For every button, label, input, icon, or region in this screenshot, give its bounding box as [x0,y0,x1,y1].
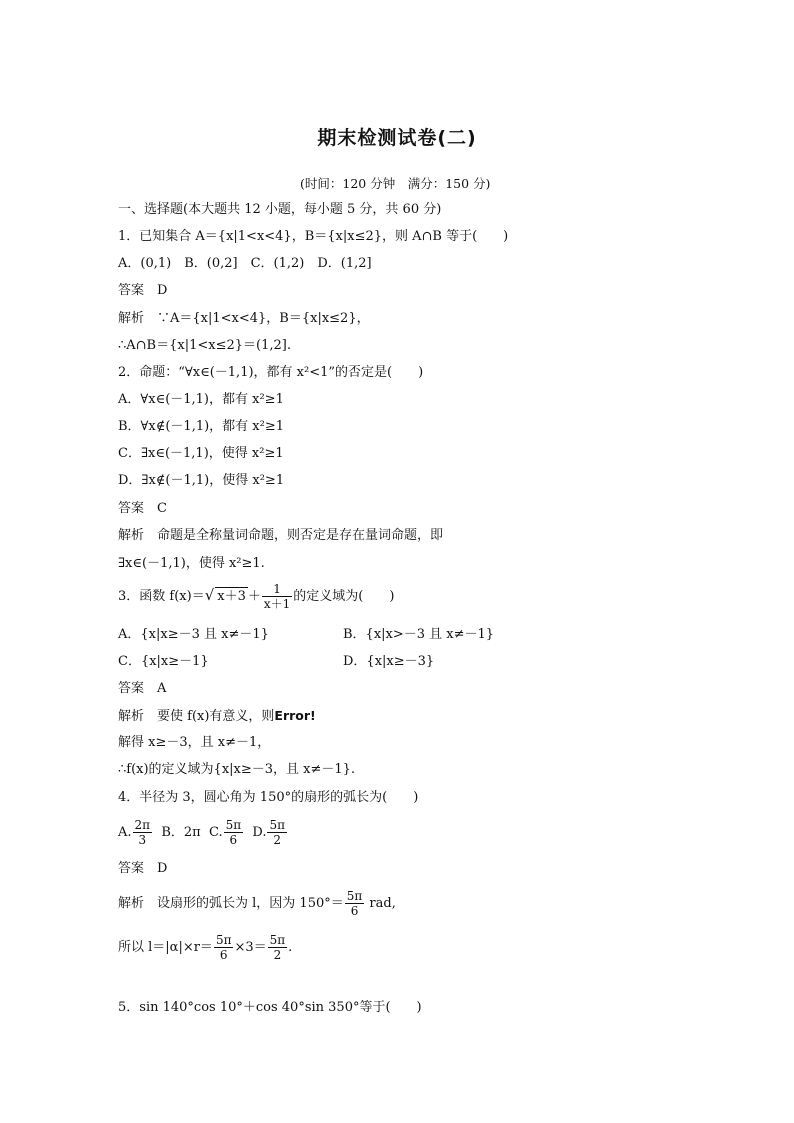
q4-answer: 答案 D [118,861,168,876]
q3-analysis-line2: 解得 x≥－3，且 x≠－1， [118,735,271,750]
q4-c-numerator: 5π [225,818,242,832]
q1-analysis-line1: 解析 ∵A＝{x|1<x<4}，B＝{x|x≤2}， [118,311,370,326]
q4-analysis2-fraction-2 [268,933,288,962]
sqrt-symbol: √ [204,586,215,604]
q1-answer: 答案 D [118,283,168,298]
q3-answer: 答案 A [118,681,167,696]
q3-frac-numerator: 1 [262,582,292,597]
q4-analysis2-prefix: 所以 l＝|α|×r＝ [118,940,213,955]
q2-analysis-line1: 解析 命题是全称量词命题，则否定是存在量词命题，即 [118,528,444,543]
q4-option-c-label: C. [208,825,223,840]
q4-c-denominator: 6 [229,833,238,847]
q3-fraction [262,582,292,611]
q2-option-b: B．∀x∉(－1,1)，都有 x²≥1 [118,419,285,434]
q3-frac-denominator: x＋1 [263,597,291,611]
section-heading: 一、选择题(本大题共 12 小题，每小题 5 分，共 60 分) [118,202,442,217]
q4-an1-denominator: 6 [350,904,359,918]
q4-option-a-label: A. [118,825,132,840]
q4-analysis-line1 [118,889,396,918]
q4-option-d-fraction [267,818,287,847]
q3-option-d: D．{x|x≥－3} [343,654,435,669]
q5-stem: 5．sin 140°cos 10°＋cos 40°sin 350°等于( ) [118,1000,422,1015]
q1-stem: 1．已知集合 A＝{x|1<x<4}，B＝{x|x≤2}，则 A∩B 等于( ) [118,229,509,244]
q4-analysis2-end: . [288,940,293,955]
q4-analysis1-fraction [345,889,365,918]
q4-analysis-line2 [118,933,292,962]
q4-d-denominator: 2 [273,833,282,847]
q4-analysis1-prefix: 解析 设扇形的弧长为 l，因为 150°＝ [118,896,344,911]
q3-stem [118,582,394,611]
q4-stem: 4．半径为 3，圆心角为 150°的扇形的弧长为( ) [118,790,419,805]
q3-option-b: B．{x|x>－3 且 x≠－1} [343,627,495,642]
q4-an2-denominator-1: 6 [219,948,228,962]
q4-option-d-label: D. [252,825,267,840]
q4-analysis1-suffix: rad, [369,896,396,911]
q3-stem-suffix: 的定义域为( ) [293,589,395,604]
q4-an2-numerator-1: 5π [215,933,232,947]
q4-option-c-fraction [224,818,244,847]
q2-answer: 答案 C [118,501,167,516]
q1-analysis-line2: ∴A∩B＝{x|1<x≤2}＝(1,2]. [118,338,291,353]
q4-analysis2-mid: ×3＝ [234,940,267,955]
q4-an2-numerator-2: 5π [269,933,286,947]
q2-option-a: A．∀x∈(－1,1)，都有 x²≥1 [118,392,284,407]
q3-analysis-text: 解析 要使 f(x)有意义，则 [118,709,275,724]
q3-option-c: C．{x|x≥－1} [118,654,209,669]
q2-option-d: D．∃x∉(－1,1)，使得 x²≥1 [118,473,285,488]
q4-d-numerator: 5π [269,818,286,832]
q1-options: A．(0,1) B．(0,2] C．(1,2) D．(1,2] [118,256,372,271]
q4-options [118,818,288,847]
page-title: 期末检测试卷(二) [317,127,477,149]
q2-analysis-line2: ∃x∈(－1,1)，使得 x²≥1. [118,556,265,571]
q3-sqrt-content: x＋3 [217,589,246,604]
q3-option-a: A．{x|x≥－3 且 x≠－1} [118,627,269,642]
q3-plus: ＋ [247,589,261,604]
q4-analysis2-fraction-1 [214,933,234,962]
q2-stem: 2．命题：“∀x∈(－1,1)，都有 x²<1”的否定是( ) [118,365,424,380]
q4-an1-numerator: 5π [346,889,363,903]
q3-analysis-line3: ∴f(x)的定义域为{x|x≥－3，且 x≠－1}. [118,762,356,777]
q3-analysis-line1 [118,707,316,726]
q4-option-a-fraction [133,818,153,847]
q4-an2-denominator-2: 2 [273,948,282,962]
exam-meta: (时间：120 分钟 满分：150 分) [300,176,491,191]
q4-a-denominator: 3 [138,833,147,847]
q2-option-c: C．∃x∈(－1,1)，使得 x²≥1 [118,446,284,461]
q3-stem-prefix: 3．函数 f(x)＝ [118,589,205,604]
q3-error-text: Error! [274,708,316,723]
q4-option-b: B．2π [161,825,201,840]
q4-a-numerator: 2π [134,818,151,832]
